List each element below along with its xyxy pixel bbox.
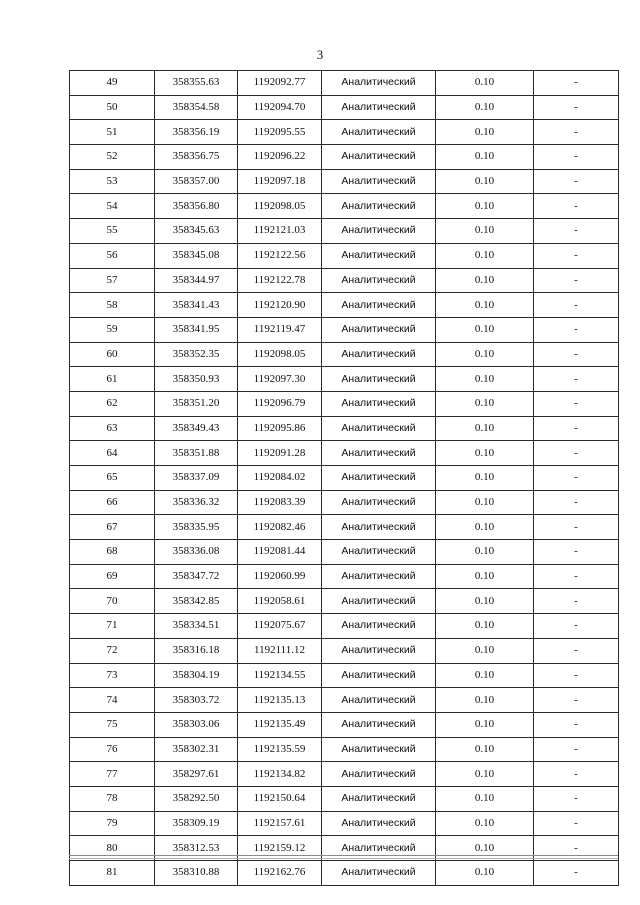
method-cell: Аналитический <box>322 762 436 787</box>
description-cell: - <box>534 564 619 589</box>
y-coordinate-cell: 1192094.70 <box>238 95 322 120</box>
table-row <box>70 688 619 713</box>
y-coordinate-cell: 1192083.39 <box>238 490 322 515</box>
table-row <box>70 342 619 367</box>
accuracy-cell: 0.10 <box>436 145 534 170</box>
method-cell: Аналитический <box>322 786 436 811</box>
table-row <box>70 391 619 416</box>
y-coordinate-cell: 1192134.55 <box>238 663 322 688</box>
point-number-cell: 55 <box>70 219 155 244</box>
method-cell: Аналитический <box>322 268 436 293</box>
table-row <box>70 638 619 663</box>
method-cell: Аналитический <box>322 836 436 861</box>
y-coordinate-cell: 1192075.67 <box>238 614 322 639</box>
x-coordinate-cell: 358354.58 <box>155 95 238 120</box>
x-coordinate-cell: 358351.20 <box>155 391 238 416</box>
method-cell: Аналитический <box>322 317 436 342</box>
y-coordinate-cell: 1192097.18 <box>238 169 322 194</box>
table-row <box>70 663 619 688</box>
x-coordinate-cell: 358309.19 <box>155 811 238 836</box>
y-coordinate-cell: 1192135.59 <box>238 737 322 762</box>
point-number-cell: 71 <box>70 614 155 639</box>
table-row <box>70 466 619 491</box>
x-coordinate-cell: 358334.51 <box>155 614 238 639</box>
point-number-cell: 78 <box>70 786 155 811</box>
point-number-cell: 77 <box>70 762 155 787</box>
method-cell: Аналитический <box>322 466 436 491</box>
table-row <box>70 145 619 170</box>
point-number-cell: 60 <box>70 342 155 367</box>
y-coordinate-cell: 1192162.76 <box>238 861 322 886</box>
point-number-cell: 61 <box>70 367 155 392</box>
description-cell: - <box>534 712 619 737</box>
accuracy-cell: 0.10 <box>436 688 534 713</box>
description-cell: - <box>534 342 619 367</box>
accuracy-cell: 0.10 <box>436 317 534 342</box>
accuracy-cell: 0.10 <box>436 712 534 737</box>
method-cell: Аналитический <box>322 219 436 244</box>
method-cell: Аналитический <box>322 589 436 614</box>
table-row <box>70 367 619 392</box>
description-cell: - <box>534 219 619 244</box>
description-cell: - <box>534 317 619 342</box>
accuracy-cell: 0.10 <box>436 219 534 244</box>
description-cell: - <box>534 169 619 194</box>
accuracy-cell: 0.10 <box>436 786 534 811</box>
x-coordinate-cell: 358341.95 <box>155 317 238 342</box>
y-coordinate-cell: 1192097.30 <box>238 367 322 392</box>
x-coordinate-cell: 358310.88 <box>155 861 238 886</box>
point-number-cell: 50 <box>70 95 155 120</box>
description-cell: - <box>534 466 619 491</box>
point-number-cell: 58 <box>70 293 155 318</box>
method-cell: Аналитический <box>322 194 436 219</box>
method-cell: Аналитический <box>322 293 436 318</box>
x-coordinate-cell: 358355.63 <box>155 71 238 96</box>
method-cell: Аналитический <box>322 540 436 565</box>
point-number-cell: 54 <box>70 194 155 219</box>
x-coordinate-cell: 358347.72 <box>155 564 238 589</box>
table-row <box>70 786 619 811</box>
table-row <box>70 120 619 145</box>
accuracy-cell: 0.10 <box>436 762 534 787</box>
point-number-cell: 57 <box>70 268 155 293</box>
point-number-cell: 56 <box>70 243 155 268</box>
y-coordinate-cell: 1192082.46 <box>238 515 322 540</box>
description-cell: - <box>534 540 619 565</box>
description-cell: - <box>534 243 619 268</box>
method-cell: Аналитический <box>322 663 436 688</box>
y-coordinate-cell: 1192135.49 <box>238 712 322 737</box>
x-coordinate-cell: 358345.08 <box>155 243 238 268</box>
method-cell: Аналитический <box>322 638 436 663</box>
description-cell: - <box>534 515 619 540</box>
point-number-cell: 74 <box>70 688 155 713</box>
y-coordinate-cell: 1192135.13 <box>238 688 322 713</box>
description-cell: - <box>534 762 619 787</box>
point-number-cell: 64 <box>70 441 155 466</box>
x-coordinate-cell: 358345.63 <box>155 219 238 244</box>
table-row <box>70 861 619 886</box>
point-number-cell: 67 <box>70 515 155 540</box>
accuracy-cell: 0.10 <box>436 490 534 515</box>
description-cell: - <box>534 836 619 861</box>
x-coordinate-cell: 358316.18 <box>155 638 238 663</box>
method-cell: Аналитический <box>322 515 436 540</box>
point-number-cell: 68 <box>70 540 155 565</box>
table-row <box>70 219 619 244</box>
description-cell: - <box>534 490 619 515</box>
y-coordinate-cell: 1192092.77 <box>238 71 322 96</box>
table-row <box>70 737 619 762</box>
y-coordinate-cell: 1192157.61 <box>238 811 322 836</box>
point-number-cell: 70 <box>70 589 155 614</box>
accuracy-cell: 0.10 <box>436 169 534 194</box>
table-row <box>70 169 619 194</box>
description-cell: - <box>534 391 619 416</box>
accuracy-cell: 0.10 <box>436 194 534 219</box>
method-cell: Аналитический <box>322 614 436 639</box>
accuracy-cell: 0.10 <box>436 663 534 688</box>
y-coordinate-cell: 1192058.61 <box>238 589 322 614</box>
description-cell: - <box>534 268 619 293</box>
y-coordinate-cell: 1192121.03 <box>238 219 322 244</box>
description-cell: - <box>534 786 619 811</box>
coordinates-table <box>69 70 619 886</box>
method-cell: Аналитический <box>322 712 436 737</box>
point-number-cell: 53 <box>70 169 155 194</box>
accuracy-cell: 0.10 <box>436 861 534 886</box>
y-coordinate-cell: 1192060.99 <box>238 564 322 589</box>
method-cell: Аналитический <box>322 243 436 268</box>
table-row <box>70 762 619 787</box>
accuracy-cell: 0.10 <box>436 71 534 96</box>
description-cell: - <box>534 367 619 392</box>
x-coordinate-cell: 358356.75 <box>155 145 238 170</box>
point-number-cell: 79 <box>70 811 155 836</box>
table-row <box>70 416 619 441</box>
y-coordinate-cell: 1192111.12 <box>238 638 322 663</box>
point-number-cell: 51 <box>70 120 155 145</box>
y-coordinate-cell: 1192095.55 <box>238 120 322 145</box>
table-row <box>70 564 619 589</box>
x-coordinate-cell: 358357.00 <box>155 169 238 194</box>
description-cell: - <box>534 811 619 836</box>
point-number-cell: 69 <box>70 564 155 589</box>
accuracy-cell: 0.10 <box>436 120 534 145</box>
table-row <box>70 441 619 466</box>
point-number-cell: 49 <box>70 71 155 96</box>
accuracy-cell: 0.10 <box>436 293 534 318</box>
accuracy-cell: 0.10 <box>436 614 534 639</box>
table-bottom-rule <box>69 855 618 859</box>
y-coordinate-cell: 1192122.56 <box>238 243 322 268</box>
method-cell: Аналитический <box>322 169 436 194</box>
y-coordinate-cell: 1192095.86 <box>238 416 322 441</box>
y-coordinate-cell: 1192091.28 <box>238 441 322 466</box>
table-row <box>70 317 619 342</box>
x-coordinate-cell: 358304.19 <box>155 663 238 688</box>
point-number-cell: 73 <box>70 663 155 688</box>
y-coordinate-cell: 1192122.78 <box>238 268 322 293</box>
x-coordinate-cell: 358303.06 <box>155 712 238 737</box>
accuracy-cell: 0.10 <box>436 836 534 861</box>
method-cell: Аналитический <box>322 688 436 713</box>
table-row <box>70 614 619 639</box>
accuracy-cell: 0.10 <box>436 391 534 416</box>
x-coordinate-cell: 358335.95 <box>155 515 238 540</box>
y-coordinate-cell: 1192081.44 <box>238 540 322 565</box>
method-cell: Аналитический <box>322 861 436 886</box>
x-coordinate-cell: 358312.53 <box>155 836 238 861</box>
description-cell: - <box>534 589 619 614</box>
y-coordinate-cell: 1192084.02 <box>238 466 322 491</box>
accuracy-cell: 0.10 <box>436 466 534 491</box>
method-cell: Аналитический <box>322 490 436 515</box>
y-coordinate-cell: 1192119.47 <box>238 317 322 342</box>
table-row <box>70 589 619 614</box>
x-coordinate-cell: 358341.43 <box>155 293 238 318</box>
method-cell: Аналитический <box>322 737 436 762</box>
description-cell: - <box>534 293 619 318</box>
method-cell: Аналитический <box>322 441 436 466</box>
page-number: 3 <box>316 47 324 62</box>
table-row <box>70 293 619 318</box>
accuracy-cell: 0.10 <box>436 589 534 614</box>
accuracy-cell: 0.10 <box>436 95 534 120</box>
point-number-cell: 62 <box>70 391 155 416</box>
x-coordinate-cell: 358297.61 <box>155 762 238 787</box>
accuracy-cell: 0.10 <box>436 564 534 589</box>
accuracy-cell: 0.10 <box>436 367 534 392</box>
accuracy-cell: 0.10 <box>436 416 534 441</box>
description-cell: - <box>534 145 619 170</box>
x-coordinate-cell: 358352.35 <box>155 342 238 367</box>
x-coordinate-cell: 358336.32 <box>155 490 238 515</box>
description-cell: - <box>534 663 619 688</box>
description-cell: - <box>534 737 619 762</box>
x-coordinate-cell: 358350.93 <box>155 367 238 392</box>
x-coordinate-cell: 358344.97 <box>155 268 238 293</box>
x-coordinate-cell: 358337.09 <box>155 466 238 491</box>
table-row <box>70 515 619 540</box>
table-row <box>70 540 619 565</box>
table-row <box>70 243 619 268</box>
x-coordinate-cell: 358349.43 <box>155 416 238 441</box>
x-coordinate-cell: 358302.31 <box>155 737 238 762</box>
description-cell: - <box>534 194 619 219</box>
accuracy-cell: 0.10 <box>436 540 534 565</box>
method-cell: Аналитический <box>322 391 436 416</box>
accuracy-cell: 0.10 <box>436 737 534 762</box>
point-number-cell: 63 <box>70 416 155 441</box>
x-coordinate-cell: 358292.50 <box>155 786 238 811</box>
y-coordinate-cell: 1192098.05 <box>238 194 322 219</box>
description-cell: - <box>534 688 619 713</box>
point-number-cell: 80 <box>70 836 155 861</box>
accuracy-cell: 0.10 <box>436 811 534 836</box>
y-coordinate-cell: 1192134.82 <box>238 762 322 787</box>
description-cell: - <box>534 71 619 96</box>
point-number-cell: 52 <box>70 145 155 170</box>
y-coordinate-cell: 1192096.79 <box>238 391 322 416</box>
accuracy-cell: 0.10 <box>436 638 534 663</box>
table-row <box>70 71 619 96</box>
point-number-cell: 75 <box>70 712 155 737</box>
x-coordinate-cell: 358356.19 <box>155 120 238 145</box>
method-cell: Аналитический <box>322 95 436 120</box>
table-row <box>70 95 619 120</box>
method-cell: Аналитический <box>322 416 436 441</box>
x-coordinate-cell: 358336.08 <box>155 540 238 565</box>
y-coordinate-cell: 1192096.22 <box>238 145 322 170</box>
table-row <box>70 268 619 293</box>
table-row <box>70 811 619 836</box>
accuracy-cell: 0.10 <box>436 515 534 540</box>
method-cell: Аналитический <box>322 145 436 170</box>
y-coordinate-cell: 1192098.05 <box>238 342 322 367</box>
description-cell: - <box>534 416 619 441</box>
description-cell: - <box>534 441 619 466</box>
method-cell: Аналитический <box>322 120 436 145</box>
accuracy-cell: 0.10 <box>436 342 534 367</box>
coordinates-table-body <box>70 71 619 886</box>
accuracy-cell: 0.10 <box>436 268 534 293</box>
y-coordinate-cell: 1192150.64 <box>238 786 322 811</box>
method-cell: Аналитический <box>322 367 436 392</box>
point-number-cell: 81 <box>70 861 155 886</box>
x-coordinate-cell: 358342.85 <box>155 589 238 614</box>
method-cell: Аналитический <box>322 71 436 96</box>
x-coordinate-cell: 358303.72 <box>155 688 238 713</box>
x-coordinate-cell: 358351.88 <box>155 441 238 466</box>
point-number-cell: 59 <box>70 317 155 342</box>
point-number-cell: 76 <box>70 737 155 762</box>
method-cell: Аналитический <box>322 342 436 367</box>
description-cell: - <box>534 614 619 639</box>
y-coordinate-cell: 1192159.12 <box>238 836 322 861</box>
description-cell: - <box>534 120 619 145</box>
method-cell: Аналитический <box>322 564 436 589</box>
description-cell: - <box>534 638 619 663</box>
table-row <box>70 490 619 515</box>
accuracy-cell: 0.10 <box>436 243 534 268</box>
point-number-cell: 66 <box>70 490 155 515</box>
point-number-cell: 65 <box>70 466 155 491</box>
accuracy-cell: 0.10 <box>436 441 534 466</box>
description-cell: - <box>534 95 619 120</box>
x-coordinate-cell: 358356.80 <box>155 194 238 219</box>
table-row <box>70 194 619 219</box>
point-number-cell: 72 <box>70 638 155 663</box>
y-coordinate-cell: 1192120.90 <box>238 293 322 318</box>
description-cell: - <box>534 861 619 886</box>
method-cell: Аналитический <box>322 811 436 836</box>
table-row <box>70 712 619 737</box>
